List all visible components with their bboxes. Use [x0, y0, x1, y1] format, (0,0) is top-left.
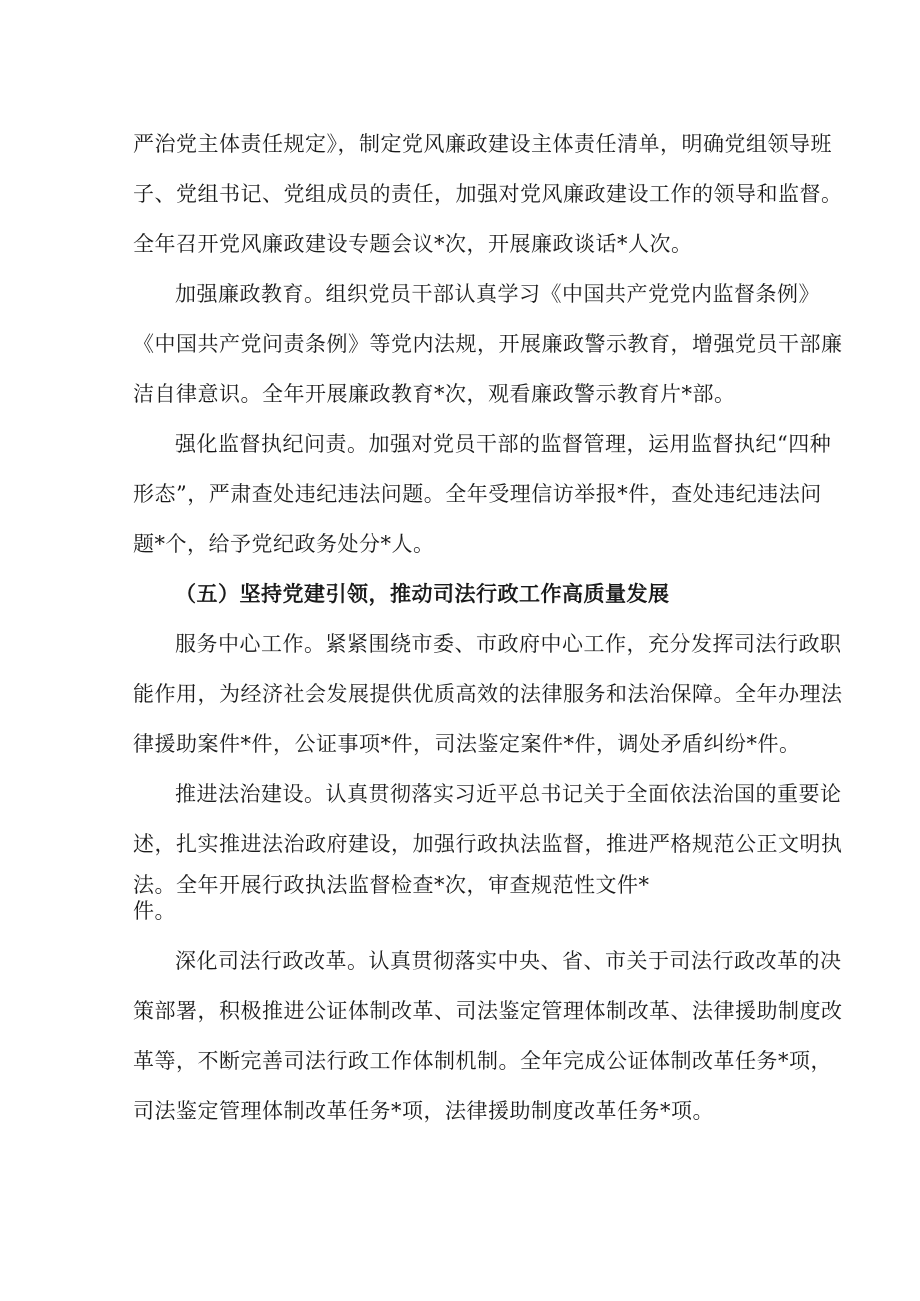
- section-heading: （五）坚持党建引领，推动司法行政工作高质量发展: [175, 581, 670, 606]
- paragraph-start: 推进法治建设。认真贯彻落实习近平总书记关于全面依法治国的重要论: [175, 782, 842, 806]
- paragraph-start: 服务中心工作。紧紧围绕市委、市政府中心工作，充分发挥司法行政职: [175, 632, 842, 656]
- text-line: 子、党组书记、党组成员的责任，加强对党风廉政建设工作的领导和监督。: [133, 182, 843, 206]
- text-line: 严治党主体责任规定》，制定党风廉政建设主体责任清单，明确党组领导班: [133, 132, 832, 156]
- text-line: 司法鉴定管理体制改革任务*项，法律援助制度改革任务*项。: [133, 1099, 714, 1123]
- paragraph-start: 加强廉政教育。组织党员干部认真学习《中国共产党党内监督条例》: [175, 282, 820, 306]
- text-line: 述，扎实推进法治政府建设，加强行政执法监督，推进严格规范公正文明执: [133, 832, 843, 856]
- text-line: 法。全年开展行政执法监督检查*次，审查规范性文件*: [133, 873, 650, 897]
- text-line: 洁自律意识。全年开展廉政教育*次，观看廉政警示教育片*部。: [133, 382, 736, 406]
- text-line: 形态”，严肃查处违纪违法问题。全年受理信访举报*件，查处违纪违法问: [133, 482, 822, 506]
- text-line: 题*个，给予党纪政务处分*人。: [133, 532, 435, 556]
- text-line: 策部署，积极推进公证体制改革、司法鉴定管理体制改革、法律援助制度改: [133, 999, 843, 1023]
- text-line: 件。: [133, 899, 176, 923]
- text-line: 律援助案件*件，公证事项*件，司法鉴定案件*件，调处矛盾纠纷*件。: [133, 732, 801, 756]
- paragraph-start: 强化监督执纪问责。加强对党员干部的监督管理，运用监督执纪“四种: [175, 432, 832, 456]
- text-line: 全年召开党风廉政建设专题会议*次，开展廉政谈话*人次。: [133, 232, 693, 256]
- text-line: 能作用，为经济社会发展提供优质高效的法律服务和法治保障。全年办理法: [133, 682, 843, 706]
- text-line: 《中国共产党问责条例》等党内法规，开展廉政警示教育，增强党员干部廉: [133, 332, 843, 356]
- paragraph-start: 深化司法行政改革。认真贯彻落实中央、省、市关于司法行政改革的决: [175, 949, 842, 973]
- text-line: 革等，不断完善司法行政工作体制机制。全年完成公证体制改革任务*项，: [133, 1049, 832, 1073]
